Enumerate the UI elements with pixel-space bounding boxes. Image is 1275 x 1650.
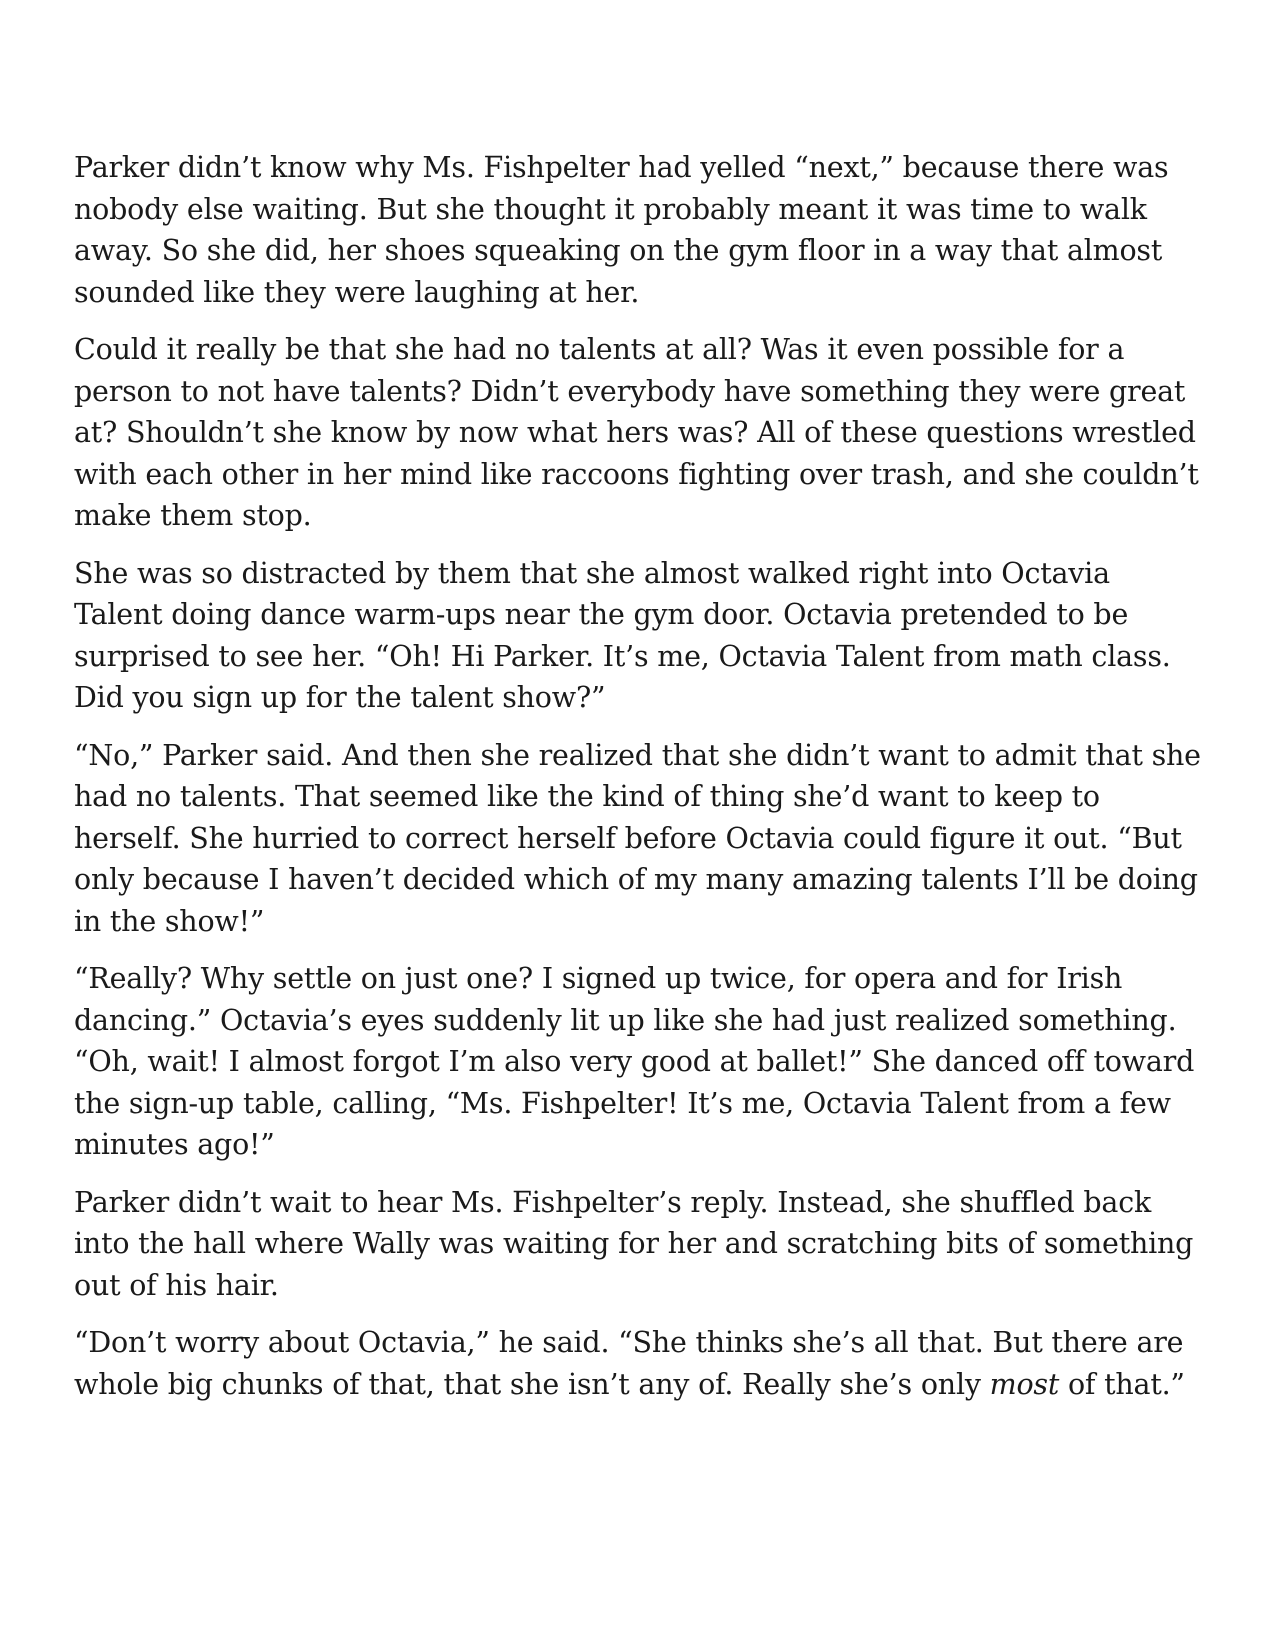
- paragraph-7: [74, 1322, 1204, 1405]
- paragraph-text: “Really? Why settle on just one? I signed up twice, for opera and for Irish dancing.” Octavia’s eyes suddenly lit up like she had just realized something. “Oh, wait! I almost forgot I’m also very good at ballet!” She danced off toward the sign-up table, calling, “Ms. Fishpelter! It’s me, Octavia Talent from a few minutes ago!”: [74, 962, 1195, 1161]
- paragraph-text: Parker didn’t wait to hear Ms. Fishpelter’s reply. Instead, she shuffled back into the hall where Wally was waiting for her and scratching bits of something out of his hair.: [74, 1185, 1194, 1302]
- paragraph-text: Parker didn’t know why Ms. Fishpelter had yelled “next,” because there was nobody else waiting. But she thought it probably meant it was time to walk away. So she did, her shoes squeaking on the gym floor in a way that almost sounded like they were laughing at her.: [74, 151, 1169, 309]
- paragraph-text: She was so distracted by them that she almost walked right into Octavia Talent doing dance warm-ups near the gym door. Octavia pretended to be surprised to see her. “Oh! Hi Parker. It’s me, Octavia Talent from math class. Did you sign up for the talent show?”: [74, 556, 1171, 714]
- paragraph-6: [74, 1182, 1204, 1307]
- paragraph-text: Could it really be that she had no talents at all? Was it even possible for a person to not have talents? Didn’t everybody have something they were great at? Shouldn’t she know by now what hers was? All of these questions wrestled with each other in her mind like raccoons fighting over trash, and she couldn’t make them stop.: [74, 333, 1199, 532]
- paragraph-text-after: of that.”: [1059, 1367, 1185, 1401]
- paragraph-1: [74, 147, 1204, 313]
- paragraph-5: [74, 958, 1204, 1166]
- document-page: [74, 147, 1204, 1421]
- emphasis-text: most: [989, 1367, 1060, 1401]
- paragraph-text: “No,” Parker said. And then she realized that she didn’t want to admit that she had no talents. That seemed like the kind of thing she’d want to keep to herself. She hurried to correct herself before Octavia could figure it out. “But only because I haven’t decided which of my many amazing talents I’ll be doing in the show!”: [74, 738, 1201, 938]
- paragraph-text-before: “Don’t worry about Octavia,” he said. “She thinks she’s all that. But there are whole big chunks of that, that she isn’t any of. Really she’s only: [74, 1326, 1184, 1401]
- paragraph-3: [74, 553, 1204, 719]
- paragraph-4: [74, 735, 1204, 943]
- paragraph-2: [74, 329, 1204, 537]
